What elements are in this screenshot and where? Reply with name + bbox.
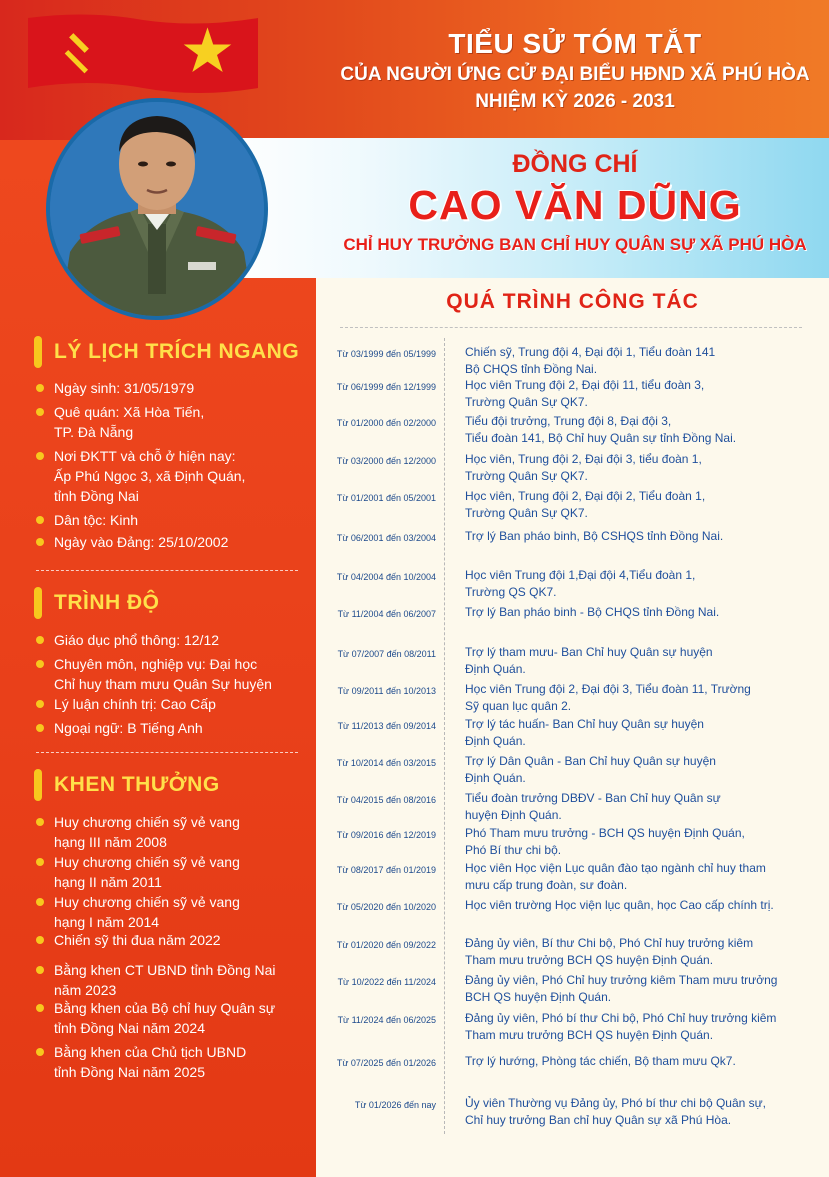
bullet-icon	[36, 660, 44, 668]
bullet-icon	[36, 384, 44, 392]
timeline-entry	[465, 1010, 815, 1044]
education-divider	[36, 752, 298, 753]
list-item	[36, 654, 316, 694]
timeline-entry	[465, 753, 815, 787]
list-item-text: hạng III năm 2008	[54, 834, 167, 850]
list-item-text: Chiến sỹ thi đua năm 2022	[54, 932, 221, 948]
timeline-entry-text: Chiến sỹ, Trung đội 4, Đại đội 1, Tiểu đoàn 141	[465, 345, 716, 359]
candidate-position: CHỈ HUY TRƯỞNG BAN CHỈ HUY QUÂN SỰ XÃ PHÚ HÒA	[343, 235, 807, 254]
timeline-entry	[465, 1095, 815, 1129]
timeline-entry-text: Trợ lý tham mưu- Ban Chỉ huy Quân sự huyện	[465, 645, 713, 659]
timeline-entry-text: Trợ lý hướng, Phòng tác chiến, Bộ tham mưu Qk7.	[465, 1054, 736, 1068]
list-item-text: Giáo dục phổ thông: 12/12	[54, 632, 220, 648]
list-item-text: Bằng khen CT UBND tỉnh Đồng Nai	[54, 962, 276, 978]
timeline-date: Từ 01/2001 đến 05/2001	[336, 493, 436, 503]
timeline-entry-text: Phó Bí thư chi bộ.	[465, 843, 562, 857]
bullet-icon	[36, 516, 44, 524]
list-item-text: TP. Đà Nẵng	[54, 424, 134, 440]
list-item	[36, 930, 316, 950]
awards-heading-bar	[34, 769, 42, 801]
list-item-text: Nơi ĐKTT và chỗ ở hiện nay:	[54, 448, 236, 464]
timeline-date: Từ 10/2022 đến 11/2024	[337, 977, 436, 987]
bullet-icon	[36, 700, 44, 708]
biography-title: LÝ LỊCH TRÍCH NGANG	[54, 340, 300, 363]
timeline-entry-text: Học viên, Trung đội 2, Đại đội 2, Tiểu đoàn 1,	[465, 489, 706, 503]
timeline-entry	[465, 528, 815, 545]
timeline-entry-text: Trợ lý Ban pháo binh, Bộ CSHQS tỉnh Đồng Nai.	[465, 529, 724, 543]
timeline-date: Từ 11/2004 đến 06/2007	[337, 609, 436, 619]
timeline-entry-text: Tham mưu trưởng BCH QS huyện Định Quán.	[465, 1028, 714, 1042]
bullet-icon	[36, 858, 44, 866]
timeline-entry-text: Trường Quân Sự QK7.	[465, 395, 588, 409]
timeline-entry-text: Đảng ủy viên, Bí thư Chi bộ, Phó Chỉ huy trưởng kiêm	[465, 936, 754, 950]
timeline-entry-text: Trường Quân Sự QK7.	[465, 469, 588, 483]
timeline-entry-text: Tham mưu trưởng BCH QS huyện Định Quán.	[465, 953, 714, 967]
timeline-date: Từ 06/1999 đến 12/1999	[336, 382, 436, 392]
list-item-text: Quê quán: Xã Hòa Tiến,	[54, 404, 205, 420]
list-item-text: Dân tộc: Kinh	[54, 512, 139, 528]
list-item	[36, 510, 316, 530]
timeline-date: Từ 09/2011 đến 10/2013	[337, 686, 436, 696]
header-title: TIỂU SỬ TÓM TẮT	[448, 28, 702, 59]
bullet-icon	[36, 1004, 44, 1012]
education-title: TRÌNH ĐỘ	[54, 591, 160, 614]
timeline-entry-text: Học viên Trung đội 2, Đại đội 11, tiểu đoàn 3,	[465, 378, 705, 392]
candidate-salutation: ĐỒNG CHÍ	[512, 150, 638, 178]
timeline-date: Từ 01/2026 đến nay	[354, 1100, 436, 1110]
timeline-date: Từ 10/2014 đến 03/2015	[336, 758, 436, 768]
timeline-entry	[465, 935, 815, 969]
list-item-text: Ngoại ngữ: B Tiếng Anh	[54, 720, 203, 736]
bullet-icon	[36, 818, 44, 826]
list-item-text: tỉnh Đồng Nai	[54, 488, 139, 504]
timeline-entry-text: Định Quán.	[465, 662, 526, 676]
timeline-entry-text: Đảng ủy viên, Phó bí thư Chi bộ, Phó Chỉ huy trưởng kiêm	[465, 1011, 777, 1025]
timeline-entry	[465, 972, 815, 1006]
timeline-entry	[465, 567, 815, 601]
timeline-entry	[465, 860, 815, 894]
party-flag-icon	[28, 14, 258, 94]
list-item-text: Chỉ huy tham mưu Quân Sự huyện	[54, 676, 272, 692]
timeline-entry-text: Tiểu đội trưởng, Trung đội 8, Đại đội 3,	[465, 414, 672, 428]
list-item-text: hạng I năm 2014	[54, 914, 160, 930]
bullet-icon	[36, 538, 44, 546]
timeline-date: Từ 01/2020 đến 09/2022	[336, 940, 436, 950]
list-item	[36, 998, 316, 1038]
header-subtitle: CỦA NGƯỜI ỨNG CỬ ĐẠI BIỂU HĐND XÃ PHÚ HÒA	[340, 64, 810, 85]
list-item	[36, 630, 316, 650]
list-item-text: Huy chương chiến sỹ vẻ vang	[54, 854, 240, 870]
list-item	[36, 892, 316, 932]
timeline-date: Từ 03/2000 đến 12/2000	[336, 456, 436, 466]
list-item	[36, 852, 316, 892]
bullet-icon	[36, 898, 44, 906]
bullet-icon	[36, 936, 44, 944]
timeline-entry	[465, 1053, 815, 1070]
candidate-name-block	[330, 148, 820, 260]
candidate-photo	[50, 102, 264, 316]
timeline-entry-text: Học viên Học viện Lục quân đào tạo ngành chỉ huy tham	[465, 861, 766, 875]
timeline-entry-text: Trợ lý Dân Quân - Ban Chỉ huy Quân sự huyện	[465, 754, 716, 768]
list-item	[36, 694, 316, 714]
timeline-entry-text: Đảng ủy viên, Phó Chỉ huy trưởng kiêm Tham mưu trưởng	[465, 973, 778, 987]
timeline-entry	[465, 344, 815, 378]
bullet-icon	[36, 408, 44, 416]
list-item	[36, 532, 316, 552]
biography-heading-bar	[34, 336, 42, 368]
timeline-entry-text: Tiểu đoàn 141, Bộ Chỉ huy Quân sự tỉnh Đồng Nai.	[465, 431, 737, 445]
work-history-divider	[340, 327, 802, 328]
education-heading-bar	[34, 587, 42, 619]
timeline-date: Từ 01/2000 đến 02/2000	[336, 418, 436, 428]
list-item	[36, 718, 316, 738]
list-item	[36, 378, 316, 398]
list-item	[36, 812, 316, 852]
timeline-entry	[465, 488, 815, 522]
timeline-entry-text: Định Quán.	[465, 734, 526, 748]
timeline-entry	[465, 681, 815, 715]
timeline-date: Từ 08/2017 đến 01/2019	[336, 865, 436, 875]
list-item	[36, 402, 316, 442]
timeline-entry-text: BCH QS huyện Định Quán.	[465, 990, 612, 1004]
timeline-entry	[465, 644, 815, 678]
bullet-icon	[36, 1048, 44, 1056]
timeline-line	[444, 338, 445, 1134]
timeline-entry	[465, 897, 815, 914]
list-item-text: tỉnh Đồng Nai năm 2024	[54, 1020, 205, 1036]
timeline-entry	[465, 716, 815, 750]
timeline-entry-text: Trường QS QK7.	[465, 585, 557, 599]
timeline-entry-text: Trợ lý tác huấn- Ban Chỉ huy Quân sự huyện	[465, 717, 704, 731]
list-item-text: Huy chương chiến sỹ vẻ vang	[54, 814, 240, 830]
timeline-entry-text: mưu cấp trung đoàn, sư đoàn.	[465, 878, 628, 892]
list-item-text: Lý luận chính trị: Cao Cấp	[54, 696, 216, 712]
timeline-entry-text: Phó Tham mưu trưởng - BCH QS huyện Định Quán,	[465, 826, 745, 840]
education-heading	[34, 586, 160, 620]
timeline-date: Từ 11/2013 đến 09/2014	[337, 721, 436, 731]
timeline-entry-text: Học viên Trung đội 1,Đại đội 4,Tiểu đoàn 1,	[465, 568, 696, 582]
timeline-date: Từ 11/2024 đến 06/2025	[337, 1015, 436, 1025]
candidate-photo-frame	[46, 98, 268, 320]
awards-title: KHEN THƯỞNG	[54, 773, 220, 796]
timeline-entry-text: Học viên trường Học viện lục quân, học Cao cấp chính trị.	[465, 898, 774, 912]
timeline-entry-text: Bộ CHQS tỉnh Đồng Nai.	[465, 362, 598, 376]
list-item-text: Ngày sinh: 31/05/1979	[54, 380, 195, 396]
timeline-entry	[465, 451, 815, 485]
bullet-icon	[36, 636, 44, 644]
list-item-text: Chuyên môn, nghiệp vụ: Đại học	[54, 656, 258, 672]
list-item-text: Ấp Phú Ngọc 3, xã Định Quán,	[54, 468, 246, 484]
timeline-entry-text: Trường Quân Sự QK7.	[465, 506, 588, 520]
portrait-icon	[50, 102, 264, 316]
list-item-text: Huy chương chiến sỹ vẻ vang	[54, 894, 240, 910]
bullet-icon	[36, 724, 44, 732]
timeline-entry-text: Định Quán.	[465, 771, 526, 785]
timeline-entry	[465, 604, 815, 621]
candidate-name: CAO VĂN DŨNG	[408, 182, 742, 228]
timeline-entry	[465, 377, 815, 411]
timeline-date: Từ 04/2015 đến 08/2016	[336, 795, 436, 805]
timeline-date: Từ 05/2020 đến 10/2020	[336, 902, 436, 912]
list-item-text: năm 2023	[54, 982, 117, 998]
timeline-date: Từ 06/2001 đến 03/2004	[336, 533, 436, 543]
awards-heading	[34, 768, 220, 802]
bullet-icon	[36, 452, 44, 460]
timeline-entry-text: Tiểu đoàn trưởng DBĐV - Ban Chỉ huy Quân sự	[465, 791, 721, 805]
timeline-entry-text: Trợ lý Ban pháo binh - Bộ CHQS tỉnh Đồng Nai.	[465, 605, 720, 619]
list-item	[36, 960, 316, 1000]
list-item-text: hạng II năm 2011	[54, 874, 162, 890]
timeline-entry-text: Chỉ huy trưởng Ban chỉ huy Quân sự xã Phú Hòa.	[465, 1113, 732, 1127]
timeline-date: Từ 03/1999 đến 05/1999	[336, 349, 436, 359]
timeline-entry	[465, 790, 815, 824]
list-item-text: Bằng khen của Chủ tịch UBND	[54, 1044, 247, 1060]
bullet-icon	[36, 966, 44, 974]
timeline-entry-text: Học viên, Trung đội 2, Đại đội 3, tiểu đoàn 1,	[465, 452, 702, 466]
list-item-text: Ngày vào Đảng: 25/10/2002	[54, 534, 229, 550]
list-item	[36, 446, 316, 506]
timeline-date: Từ 07/2007 đến 08/2011	[337, 649, 436, 659]
timeline-date: Từ 09/2016 đến 12/2019	[336, 830, 436, 840]
list-item-text: tỉnh Đồng Nai năm 2025	[54, 1064, 205, 1080]
biography-heading	[34, 335, 299, 369]
headline	[330, 26, 820, 116]
timeline-entry-text: Sỹ quan lục quân 2.	[465, 699, 572, 713]
header-term: NHIỆM KỲ 2026 - 2031	[475, 91, 675, 112]
timeline-entry-text: Học viên Trung đội 2, Đại đội 3, Tiểu đoàn 11, Trường	[465, 682, 751, 696]
timeline-entry-text: huyện Định Quán.	[465, 808, 562, 822]
timeline-date: Từ 04/2004 đến 10/2004	[336, 572, 436, 582]
list-item-text: Bằng khen của Bộ chỉ huy Quân sự	[54, 1000, 276, 1016]
list-item	[36, 1042, 316, 1082]
work-history-title: QUÁ TRÌNH CÔNG TÁC	[446, 290, 699, 313]
biography-divider	[36, 570, 298, 571]
timeline-entry	[465, 413, 815, 447]
timeline-entry	[465, 825, 815, 859]
timeline-date: Từ 07/2025 đến 01/2026	[336, 1058, 436, 1068]
timeline-entry-text: Ủy viên Thường vụ Đảng ủy, Phó bí thư chi bộ Quân sự,	[465, 1096, 767, 1110]
